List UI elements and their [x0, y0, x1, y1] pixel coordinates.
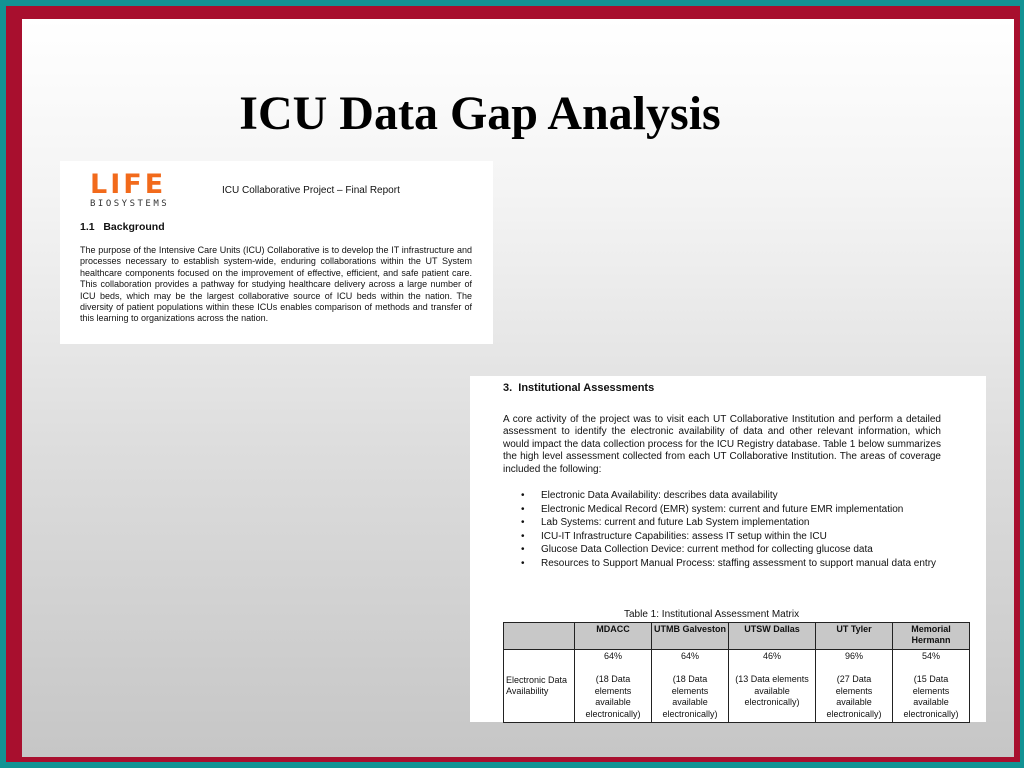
table-header-cell: [504, 623, 575, 650]
table-cell: 46% (13 Data elements available electronically): [729, 650, 816, 723]
table-header-cell: MDACC: [575, 623, 652, 650]
table-header-cell: UTSW Dallas: [729, 623, 816, 650]
table-cell: 64% (18 Data elements available electronically): [652, 650, 729, 723]
table-cell: 64% (18 Data elements available electronically): [575, 650, 652, 723]
table-header-cell: UT Tyler: [816, 623, 893, 650]
table-caption: Table 1: Institutional Assessment Matrix: [624, 609, 800, 620]
table-header-row: [504, 623, 970, 650]
logo-biosystems-text: BIOSYSTEMS: [90, 199, 170, 209]
list-item: • Lab Systems: current and future Lab System implementation: [521, 517, 810, 529]
report-title: ICU Collaborative Project – Final Report: [222, 185, 400, 196]
table-cell: 96% (27 Data elements available electronically): [816, 650, 893, 723]
table-row: [504, 650, 970, 723]
background-paragraph: The purpose of the Intensive Care Units (ICU) Collaborative is to develop the IT infrastructure and processes necessary to establish system-wide, enduring collaborations within the UT System healthcare components focused on the improvement of effective, efficient, and safe patient care. This collaboration provides a pathway for studying healthcare delivery across a large number of ICU beds, which may be the largest collaborative source of ICU beds within the nation. The diversity of patient populations within these ICUs enables comparison of methods and transfer of this learning to organizations across the nation.: [80, 245, 472, 324]
section-heading-background: 1.1 Background: [80, 221, 165, 233]
life-biosystems-logo: [90, 171, 180, 209]
logo-life-text: LIFE: [90, 169, 167, 200]
section-heading-assessments: 3. Institutional Assessments: [503, 382, 655, 394]
list-item: • Electronic Data Availability: describes data availability: [521, 490, 778, 501]
list-item: • ICU-IT Infrastructure Capabilities: assess IT setup within the ICU: [521, 530, 827, 542]
assessment-matrix-table: [503, 622, 970, 723]
report-excerpt-assessments: [470, 376, 986, 722]
table-header-cell: UTMB Galveston: [652, 623, 729, 650]
list-item: • Glucose Data Collection Device: current method for collecting glucose data: [521, 544, 873, 556]
table-header-cell: Memorial Hermann: [893, 623, 970, 650]
table-cell: 54% (15 Data elements available electronically): [893, 650, 970, 723]
assessments-paragraph: A core activity of the project was to visit each UT Collaborative Institution and perform a detailed assessment to identify the electronic availability of data and other relevant information, which would impact the data collection process for the ICU Registry database. Table 1 below summarizes the high level assessment collected from each UT Collaborative Institution. The areas of coverage included the following:: [503, 414, 941, 475]
coverage-list: [503, 490, 943, 572]
row-label: Electronic Data Availability: [504, 650, 575, 723]
list-item: • Electronic Medical Record (EMR) system: current and future EMR implementation: [521, 503, 904, 515]
report-excerpt-background: [60, 161, 493, 344]
slide-title: ICU Data Gap Analysis: [239, 87, 721, 140]
list-item: • Resources to Support Manual Process: staffing assessment to support manual data entry: [521, 557, 937, 569]
